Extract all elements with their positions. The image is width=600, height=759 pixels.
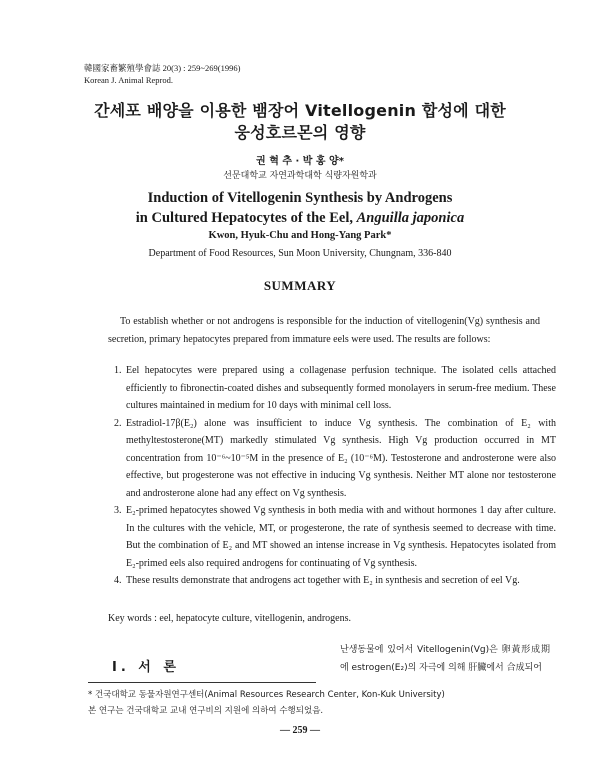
journal-line-1: 韓國家畜繁殖學會誌 20(3) : 259~269(1996) — [84, 63, 241, 73]
species-name: Anguilla japonica — [356, 210, 465, 226]
summary-item-4: 4. These results demonstrate that androgens act together with E₂ in synthesis and secretion of eel Vg. — [124, 572, 556, 590]
section-heading-introduction: Ⅰ. 서 론 — [112, 660, 180, 675]
korean-affiliation: 선문대학교 자연과학대학 식량자원학과 — [223, 171, 377, 181]
summary-item-3: 3. E₂-primed hepatocytes showed Vg synthesis in both media with and without hormones 1 day after culture. In the cultures with the vehicle, MT, or progesterone, the rate of synthesis seemed to decrease with time. But the combination of E₂ and MT showed an intense increase in Vg synthesis. Hepatocytes isolated from E₂-primed eels also required androgens for continuating of Vg synthesis. — [124, 502, 556, 572]
korean-title — [0, 100, 600, 144]
summary-heading: SUMMARY — [263, 278, 337, 293]
footnote-funding: 본 연구는 건국대학교 교내 연구비의 지원에 의하여 수행되었음. — [88, 706, 324, 716]
summary-list — [108, 362, 556, 590]
korean-title-line-1: 간세포 배양을 이용한 뱀장어 Vitellogenin 합성에 대한 — [94, 101, 506, 120]
english-title-line-1: Induction of Vitellogenin Synthesis by Androgens — [147, 190, 453, 206]
english-title-line-2-prefix: in Cultured Hepatocytes of the Eel, — [135, 210, 353, 226]
english-authors: Kwon, Hyuk-Chu and Hong-Yang Park* — [208, 230, 392, 241]
korean-body-text: 난생동물에 있어서 Vitellogenin(Vg)은 卵黃形成期에 estrogen(E₂)의 자극에 의해 肝臟에서 合成되어 — [340, 645, 550, 673]
korean-authors: 권 혁 추 · 박 홍 양* — [256, 156, 344, 167]
english-title — [0, 188, 600, 228]
english-title-line-2 — [0, 208, 600, 228]
english-affiliation: Department of Food Resources, Sun Moon University, Chungnam, 336-840 — [148, 248, 452, 259]
journal-line-2: Korean J. Animal Reprod. — [84, 75, 173, 85]
page-number: — 259 — — [280, 725, 320, 736]
summary-intro: To establish whether or not androgens is responsible for the induction of vitellogenin(Vg) synthesis and secretion, primary hepatocytes prepared from immature eels were used. The results are follows: — [108, 316, 540, 345]
journal-citation — [84, 62, 240, 86]
summary-item-1: 1. Eel hepatocytes were prepared using a collagenase perfusion technique. The isolated cells attached efficiently to fibronectin-coated dishes and subsequently formed monolayers in serum-free medium. These cultures maintained in medium for 10 days with minimal cell loss. — [124, 362, 556, 415]
summary-item-2: 2. Estradiol-17β(E₂) alone was insufficient to induce Vg synthesis. The combination of E₂ with methyltestosterone(MT) markedly stimulated Vg synthesis. High Vg production occurred in MT concentration from 10⁻⁶~10⁻⁵M in the presence of E₂ (10⁻⁶M). Testosterone and androsterone were also effective, but progesterone was not effective in inducing Vg synthesis. Neither MT alone nor testosterone and androsterone alone had any effect on Vg synthesis. — [124, 415, 556, 503]
footnote-affiliation: * 건국대학교 동물자원연구센터(Animal Resources Research Center, Kon-Kuk University) — [88, 690, 445, 700]
keywords: Key words : eel, hepatocyte culture, vitellogenin, androgens. — [108, 613, 351, 624]
korean-title-line-2: 웅성호르몬의 영향 — [234, 123, 366, 142]
footnote-divider — [88, 682, 316, 683]
